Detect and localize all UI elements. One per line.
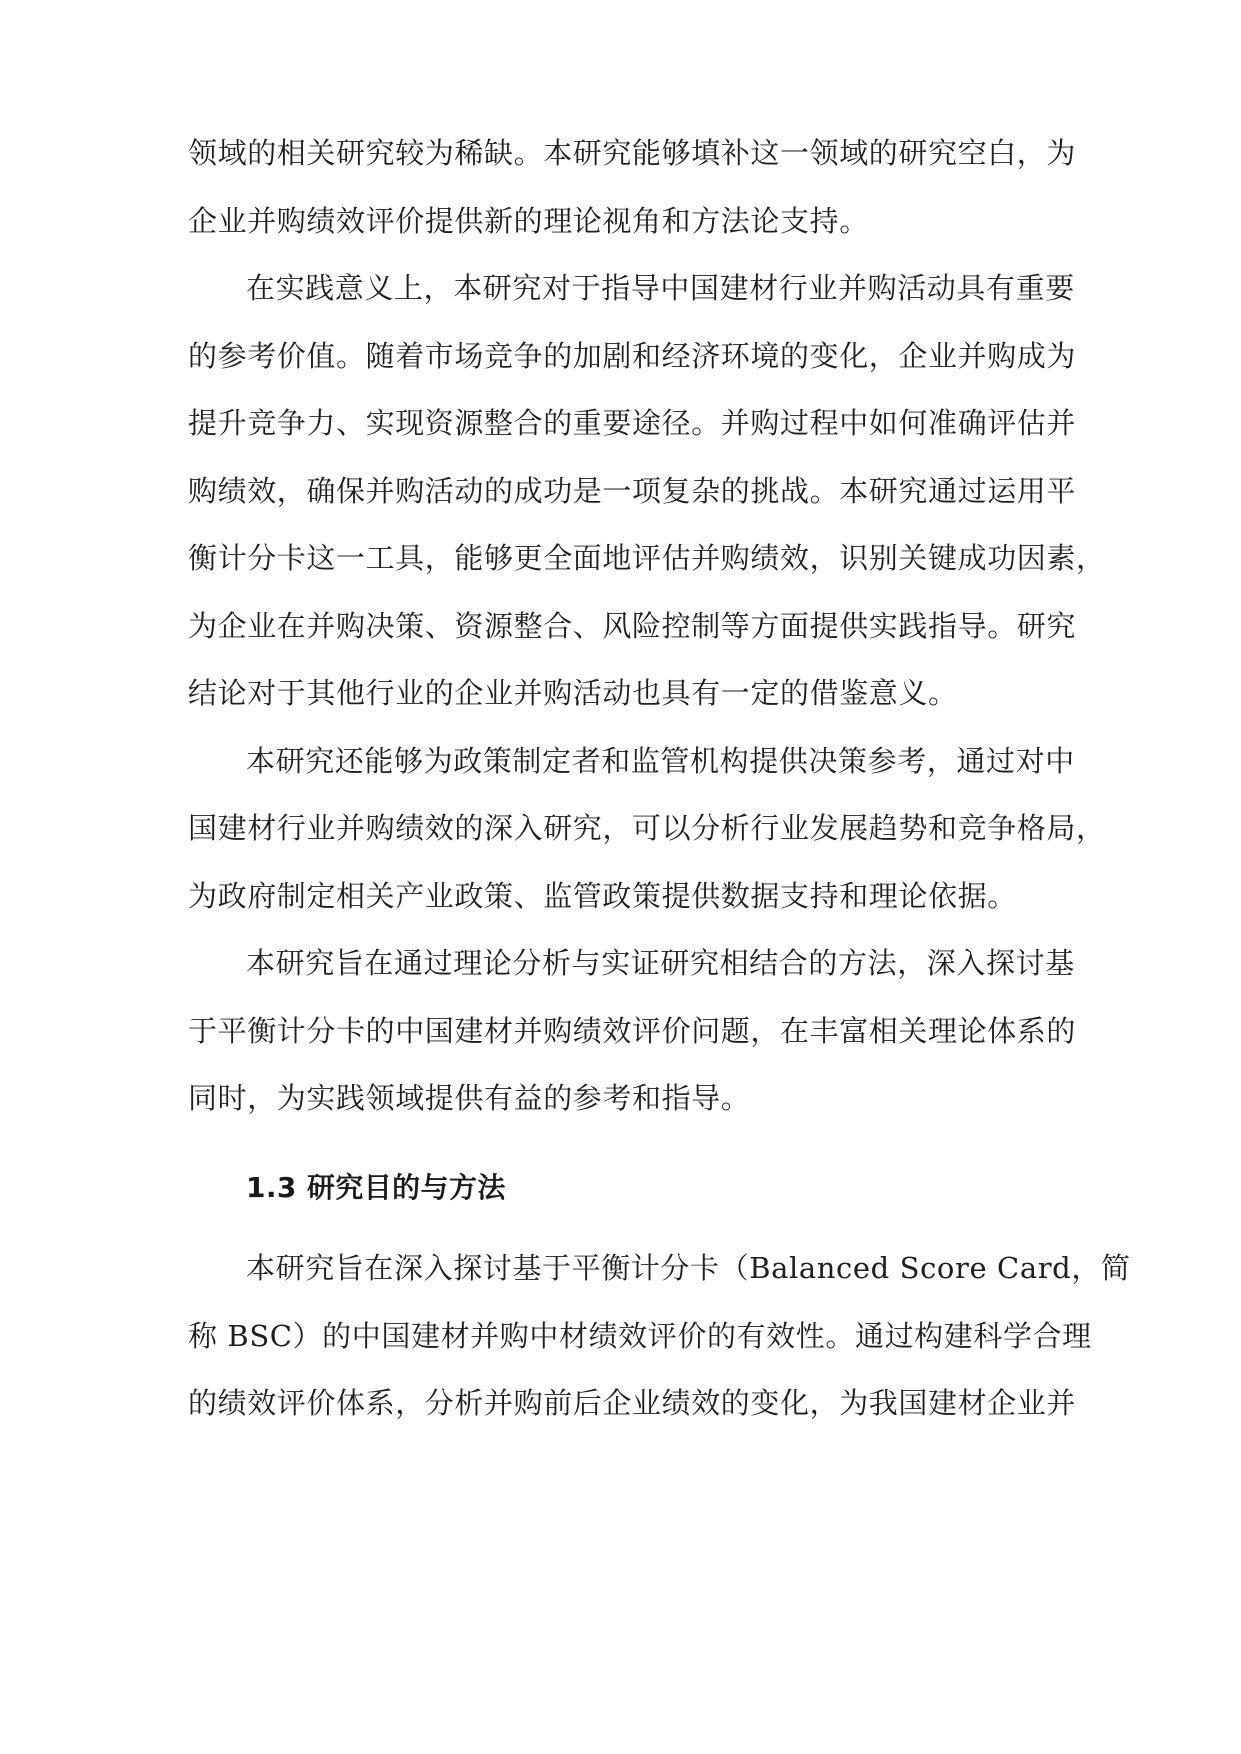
paragraph-3-line-1: 本研究还能够为政策制定者和监管机构提供决策参考，通过对中 [246, 744, 1075, 778]
section-heading: 1.3 研究目的与方法 [246, 1171, 506, 1204]
paragraph-3-line-3: 为政府制定相关产业政策、监管政策提供数据支持和理论依据。 [188, 879, 1017, 913]
paragraph-2-line-4: 购绩效，确保并购活动的成功是一项复杂的挑战。本研究通过运用平 [188, 474, 1077, 508]
paragraph-2-line-7: 结论对于其他行业的企业并购活动也具有一定的借鉴意义。 [188, 676, 958, 710]
paragraph-2-line-6: 为企业在并购决策、资源整合、风险控制等方面提供实践指导。研究 [188, 609, 1077, 643]
section-paragraph-line-3: 的绩效评价体系，分析并购前后企业绩效的变化，为我国建材企业并 [188, 1386, 1077, 1420]
paragraph-2-line-5: 衡计分卡这一工具，能够更全面地评估并购绩效，识别关键成功因素， [188, 541, 1106, 575]
paragraph-2-line-3: 提升竞争力、实现资源整合的重要途径。并购过程中如何准确评估并 [188, 406, 1077, 440]
paragraph-4-line-2: 于平衡计分卡的中国建材并购绩效评价问题，在丰富相关理论体系的 [188, 1014, 1077, 1048]
section-paragraph-line-1: 本研究旨在深入探讨基于平衡计分卡（Balanced Score Card，简 [246, 1251, 1131, 1285]
paragraph-1-line-1: 领域的相关研究较为稀缺。本研究能够填补这一领域的研究空白，为 [188, 136, 1077, 170]
paragraph-4-line-3: 同时，为实践领域提供有益的参考和指导。 [188, 1081, 751, 1115]
paragraph-4-line-1: 本研究旨在通过理论分析与实证研究相结合的方法，深入探讨基 [246, 946, 1075, 980]
paragraph-2-line-2: 的参考价值。随着市场竞争的加剧和经济环境的变化，企业并购成为 [188, 339, 1077, 373]
paragraph-1-line-2: 企业并购绩效评价提供新的理论视角和方法论支持。 [188, 204, 869, 238]
section-paragraph-line-2: 称 BSC）的中国建材并购中材绩效评价的有效性。通过构建科学合理 [188, 1319, 1092, 1353]
paragraph-2-line-1: 在实践意义上，本研究对于指导中国建材行业并购活动具有重要 [246, 271, 1075, 305]
paragraph-3-line-2: 国建材行业并购绩效的深入研究，可以分析行业发展趋势和竞争格局， [188, 811, 1106, 845]
